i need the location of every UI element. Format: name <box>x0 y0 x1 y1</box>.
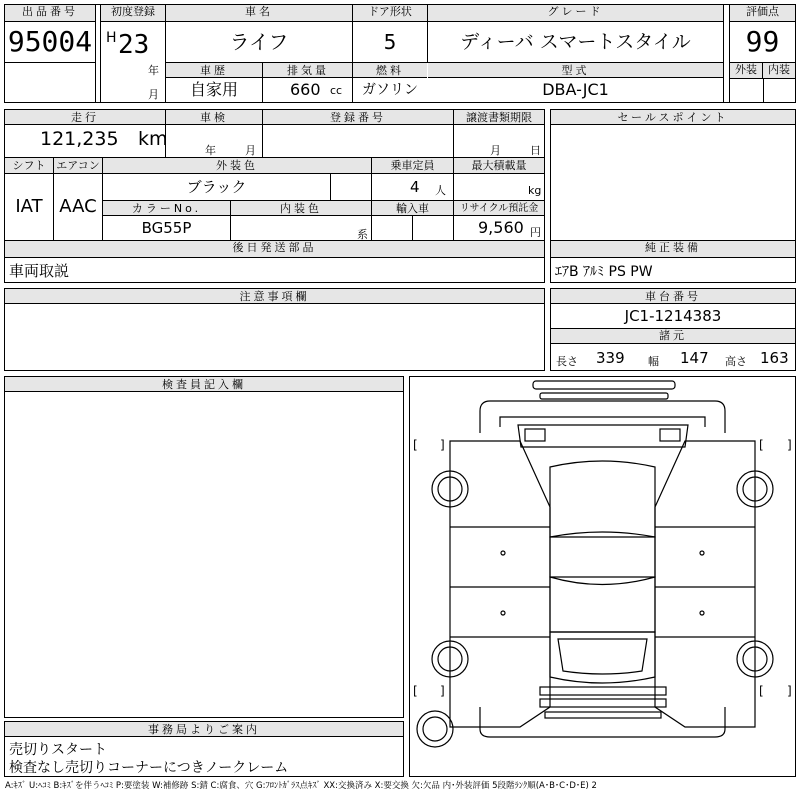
office-line2: 検査なし売切りコーナーにつきノークレーム <box>9 760 289 776</box>
recycle-label: リサイクル預託金 <box>454 201 544 216</box>
model-label: 型式 <box>428 63 723 78</box>
displacement-value: 660 <box>290 80 321 99</box>
svg-text:[: [ <box>413 438 418 452</box>
capacity-value: 4 <box>410 178 420 196</box>
first-reg-label: 初度登録 <box>101 5 165 22</box>
fuel-value: ガソリン <box>362 82 418 98</box>
divider-score-sub <box>763 79 764 102</box>
doors-label: ドア形状 <box>353 5 427 22</box>
ext-color-value: ブラック <box>186 178 247 196</box>
int-color-unit: 系 <box>357 228 368 241</box>
divider-extcolor-sub <box>330 174 331 200</box>
displacement-unit: cc <box>330 84 343 97</box>
doors-value: 5 <box>383 30 397 54</box>
equipment-label: 純正装備 <box>551 241 795 258</box>
inspection-label: 車検 <box>166 110 262 125</box>
color-no-value: BG55P <box>141 219 192 237</box>
car-body-diagram <box>410 377 795 776</box>
transfer-month-unit: 月 <box>490 144 501 157</box>
color-no-label: カラーNo. <box>103 201 230 216</box>
divider-import-sub <box>412 216 413 240</box>
divider-grade <box>723 5 724 102</box>
svg-text:[: [ <box>413 684 418 698</box>
chassis-label: 車台番号 <box>551 289 795 304</box>
recycle-unit: 円 <box>530 226 541 239</box>
aircon-value: AAC <box>59 196 97 217</box>
svg-text:[: [ <box>759 438 764 452</box>
first-reg-year-unit: 年 <box>148 64 159 77</box>
car-diagram-block <box>409 376 796 777</box>
svg-text:]: ] <box>440 438 445 452</box>
notes-label: 注意事項欄 <box>5 289 544 304</box>
model-value: DBA-JC1 <box>542 80 609 99</box>
aircon-label: エアコン <box>54 158 102 174</box>
svg-text:]: ] <box>787 684 792 698</box>
later-parts-value: 車両取説 <box>9 262 70 280</box>
sales-point-label: セールスポイント <box>551 110 795 125</box>
later-parts-label: 後日発送部品 <box>5 241 544 258</box>
shift-label: シフト <box>5 158 53 174</box>
grade-value: ディーバ スマートスタイル <box>460 31 691 53</box>
svg-text:[: [ <box>759 684 764 698</box>
score-exterior-label: 外装 <box>730 62 763 79</box>
recycle-value: 9,560 <box>478 218 524 237</box>
max-load-unit: kg <box>528 184 542 197</box>
svg-text:]: ] <box>440 684 445 698</box>
history-value: 自家用 <box>189 80 238 99</box>
office-line1: 売切りスタート <box>9 742 107 758</box>
car-name-value: ライフ <box>229 30 289 54</box>
ext-color-label: 外装色 <box>103 158 371 174</box>
inspector-label: 検査員記入欄 <box>5 377 403 392</box>
fuel-label: 燃料 <box>353 63 427 78</box>
divider-firstreg-left <box>100 5 101 102</box>
mileage-unit: km <box>138 128 168 150</box>
first-reg-month-unit: 月 <box>148 88 159 101</box>
max-load-label: 最大積載量 <box>454 158 544 174</box>
shift-value: IAT <box>15 196 43 217</box>
first-reg-year: 23 <box>118 30 150 60</box>
inspection-month-unit: 月 <box>245 144 256 157</box>
lot-label: 出品番号 <box>5 5 95 22</box>
car-name-label: 車名 <box>166 5 352 22</box>
inspection-year-unit: 年 <box>205 144 216 157</box>
svg-text:]: ] <box>787 438 792 452</box>
score-interior-label: 内装 <box>763 62 795 79</box>
mileage-label: 走行 <box>5 110 165 125</box>
transfer-day-unit: 日 <box>530 144 541 157</box>
chassis-value: JC1-1214383 <box>624 307 722 325</box>
equipment-value: ｴｱB ｱﾙﾐ PS PW <box>555 264 653 280</box>
lot-value: 95004 <box>7 25 93 58</box>
spec-length-value: 339 <box>596 349 625 367</box>
score-label: 評価点 <box>730 5 795 22</box>
divider-lot <box>95 5 96 102</box>
lot-blank <box>5 62 95 102</box>
inspector-block <box>4 376 404 718</box>
first-reg-era: H <box>106 30 117 46</box>
displacement-label: 排気量 <box>263 63 353 78</box>
spec-height-label: 高さ <box>725 355 747 368</box>
capacity-unit: 人 <box>435 184 446 197</box>
reg-number-label: 登録番号 <box>263 110 453 125</box>
capacity-label: 乗車定員 <box>372 158 453 174</box>
import-label: 輸入車 <box>372 201 453 216</box>
spec-width-value: 147 <box>680 349 709 367</box>
legend-text: A:ｷｽﾞ U:ﾍｺﾐ B:ｷｽﾞを伴うﾍｺﾐ P:要塗装 W:補修跡 S:錆 C:腐食、穴 G:ﾌﾛﾝﾄｶﾞﾗｽ点ｷｽﾞ XX:交換済み X:要交換 欠:欠品 内･外装評価 5段階ﾗﾝｸ順(A･B･C･D･E) 2 <box>5 781 597 791</box>
score-value: 99 <box>745 25 780 58</box>
office-label: 事務局よりご案内 <box>5 722 403 737</box>
mileage-value: 121,235 <box>40 128 119 150</box>
spec-length-label: 長さ <box>556 355 578 368</box>
spec-width-label: 幅 <box>648 355 659 368</box>
int-color-label: 内装色 <box>231 201 371 216</box>
grade-label: グレード <box>428 5 723 22</box>
transfer-docs-label: 譲渡書類期限 <box>454 110 544 125</box>
history-label: 車歴 <box>166 63 262 78</box>
specs-label: 諸元 <box>551 328 795 344</box>
spec-height-value: 163 <box>760 349 789 367</box>
